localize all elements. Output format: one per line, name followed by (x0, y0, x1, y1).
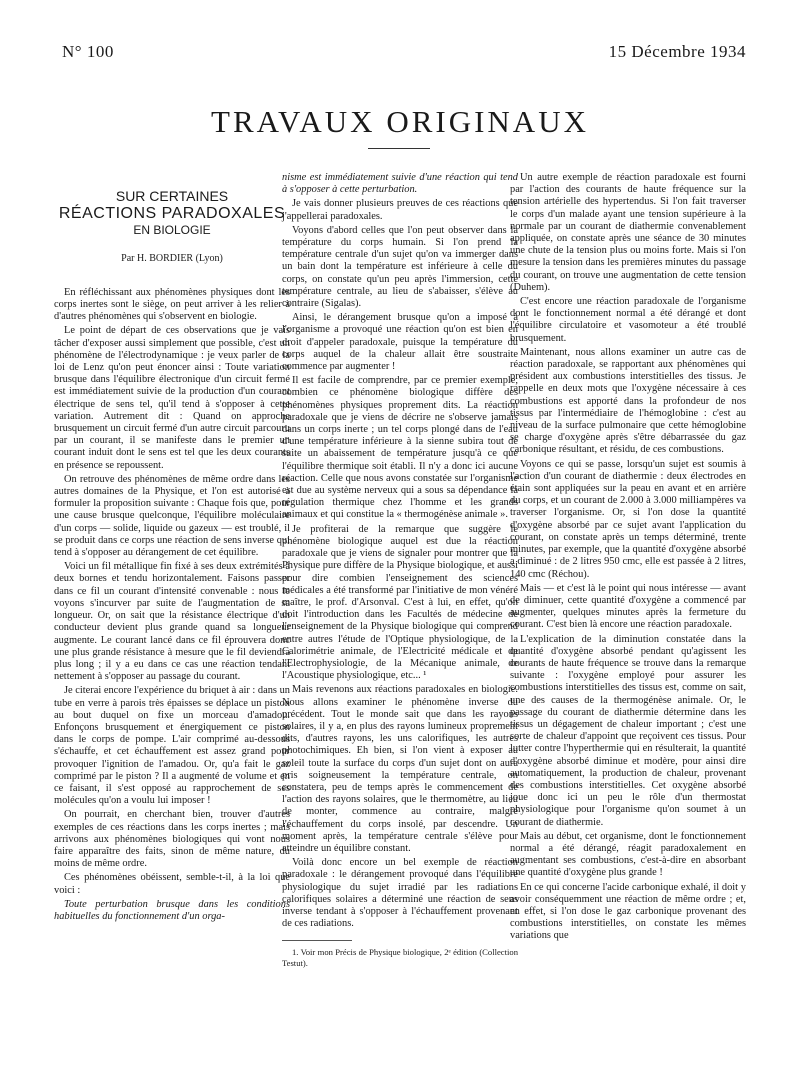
paragraph: Il est facile de comprendre, par ce premier exemple, combien ce phénomène biologique diffère des phénomènes physiques proprement dits. La réaction paradoxale que je viens de décrire ne s'observe jamais dans un corps inerte ; un tel corps plongé dans de l'eau d'une température inférieure à la sienne subira tout de suite un abaissement de température jusqu'à ce que l'équilibre thermique soit établi. Il n'y a donc ici aucune réaction. Celle que nous avons constatée sur l'organisme est due au système nerveux qui a sous sa dépendance la régulation thermique chez l'homme et les grands animaux et qui constitue la « thermogénèse animale ». (282, 375, 518, 521)
paragraph: Mais revenons aux réactions paradoxales en biologie. Nous allons examiner le phénomène inverse du précédent. Tout le monde sait que dans les rayons solaires, il y a, en plus des rayons lumineux proprement dits, d'autres rayons, les uns calorifiques, les autres photochimiques. Eh bien, si l'on vient à exposer au soleil toute la surface du corps d'un sujet dont on aura pris soigneusement la température centrale, on constatera, peu de temps après le commencement de l'action des rayons solaires, que le thermomètre, au lieu de monter, commence au contraire, malgré l'échauffement du corps insolé, par descendre. Un moment après, la température centrale s'élève pour atteindre un équilibre constant. (282, 684, 518, 854)
paragraph: Voici un fil métallique fin fixé à ses deux extrémités à deux bornes et tendu horizontalement. Faisons passer dans ce fil un courant d'intensité convenable : nous le voyons s'incurver par suite de l'augmentation de sa longueur. Or, on sait que la résistance électrique d'un conducteur devient plus grande quand sa longueur augmente. Le courant lancé dans ce fil éprouvera donc une plus grande résistance à mesure que le fil deviendra plus long ; il y a eu dans ce cas une réaction tendant nettement à s'opposer au passage du courant. (54, 561, 290, 683)
column-2 (282, 172, 518, 968)
paragraph: L'explication de la diminution constatée dans la quantité d'oxygène absorbé pendant qu'agissent les courants de haute fréquence se trouve dans la remarque suivante : l'oxygène employé pour assurer les combustions interstitielles des tissus est, comme on sait, une des causes de la thermogénèse animale. Or, le passage du courant de diathermie détermine dans les tissus un dégagement de chaleur important ; c'est une sorte de chaleur d'appoint que reçoivent ces tissus. Pour lutter contre l'hyperthermie qui en résulterait, la quantité d'oxygène absorbé diminue et modère, pour ainsi dire automatiquement, la production de chaleur, provenant des combustions interstitielles. Cet oxygène absorbé joue donc ici un peu le rôle d'un thermostat physiologique pour l'organisme qu'on soumet à un courant de diathermie. (510, 633, 746, 828)
paragraph: Mais — et c'est là le point qui nous intéresse — avant de diminuer, cette quantité d'oxygène a commencé par augmenter, quelques minutes après la fermeture du courant. C'est bien là encore une réaction paradoxale. (510, 582, 746, 631)
title-divider (368, 148, 430, 149)
column-3 (510, 172, 746, 943)
paragraph: Voyons ce qui se passe, lorsqu'un sujet est soumis à l'action d'un courant de diathermie : deux électrodes en étain sont appliquées sur la peau en avant et en arrière du corps, et un courant de 2.000 à 3.000 milliampères va traverser l'organisme. Or, si l'on dose la quantité d'oxygène absorbé par ce sujet avant l'application du courant, on constate après un temps déterminé, trente minutes, par exemple, que la quantité d'oxygène absorbé a diminué : de 2 litres 950 cmc, elle est passée à 2 litres, 140 cmc (Réchou). (510, 458, 746, 580)
paragraph: Le point de départ de ces observations que je vais tâcher d'exposer aussi simplement que possible, c'est un phénomène de l'électrodynamique : je veux parler de la loi de Lenz qu'on peut énoncer ainsi : Toute variation brusque dans l'équilibre électronique d'un circuit fermé est immédiatement suivie de la production d'un courant électrique de sens tel, qu'il tend à s'opposer à cette variation. Autrement dit : Quand on approche brusquement un circuit fermé d'un autre circuit parcouru par un courant, il se manifeste dans le premier un courant induit dont le sens est tel que les deux courants en présence se repoussent. (54, 325, 290, 471)
paragraph: Ainsi, le dérangement brusque qu'on a imposé à l'organisme a provoqué une réaction qu'on est bien en droit d'appeler paradoxale, puisque la température du corps auquel de la chaleur allait être soustraite commence par augmenter ! (282, 312, 518, 373)
article-author: Par H. BORDIER (Lyon) (121, 252, 223, 264)
paragraph: Voilà donc encore un bel exemple de réaction paradoxale : le dérangement provoqué dans l'équilibre physiologique du sujet irradié par les radiations calorifiques solaires a déterminé une réaction de sens inverse tendant à s'opposer à l'échauffement provenant de ces radiations. (282, 857, 518, 930)
paragraph: En ce qui concerne l'acide carbonique exhalé, il doit y avoir conséquemment une réaction de même ordre ; et, en effet, si l'on dose le gaz carbonique provenant des combustions interstitielles, on constate les mêmes variations que (510, 881, 746, 942)
paragraph: On pourrait, en cherchant bien, trouver d'autres exemples de ces réactions dans les corps inertes ; mais arrivons aux phénomènes biologiques qui vont nous faire apparaître des faits, sinon de même nature, du moins de même ordre. (54, 809, 290, 870)
article-title-line-3: EN BIOLOGIE (133, 223, 211, 238)
paragraph: On retrouve des phénomènes de même ordre dans les autres domaines de la Physique, et l'on est autorisé à formuler la proposition suivante : Chaque fois que, pour une cause brusque quelconque, l'équilibre moléculaire d'un corps — solide, liquide ou gazeux — est troublé, il se produit dans ce corps une réaction de sens inverse qui tend à s'opposer au dérangement de cet équilibre. (54, 473, 290, 559)
paragraph: Je profiterai de la remarque que suggère le phénomène biologique auquel est due la réaction paradoxale que je viens de signaler pour montrer que la Physique pure diffère de la Physique biologique, et aussi pour dire combien l'enseignement des sciences médicales a été transformé par l'initiative de mon vénéré maître, le prof. d'Arsonval. C'est à lui, en effet, qu'on doit l'introduction dans les Facultés de médecine de l'enseignement de la Physique biologique qui comprend entre autres l'étude de l'Optique physiologique, de la Calorimétrie animale, de l'Electricité médicale et de l'Electrophysiologie, de la Mécanique animale, de l'Acoustique physiologique, etc... ¹ (282, 523, 518, 682)
issue-number: N° 100 (62, 42, 114, 61)
section-title: TRAVAUX ORIGINAUX (211, 104, 589, 139)
article-title-line-1: SUR CERTAINES (115, 188, 229, 204)
paragraph: Ces phénomènes obéissent, semble-t-il, à la loi que voici : (54, 872, 290, 896)
paragraph-italic: Toute perturbation brusque dans les conditions habituelles du fonctionnement d'un orga- (54, 898, 290, 922)
footnote-divider (282, 940, 352, 941)
paragraph-italic: nisme est immédiatement suivie d'une réaction qui tend à s'opposer à cette perturbation. (282, 172, 518, 196)
paragraph: En réfléchissant aux phénomènes physiques dont les corps inertes sont le siège, on peut arriver à les relier à d'autres phénomènes qui s'observent en biologie. (54, 286, 290, 323)
footnote: 1. Voir mon Précis de Physique biologique, 2ᵉ édition (Collection Testut). (282, 947, 518, 968)
issue-date: 15 Décembre 1934 (608, 42, 746, 61)
paragraph: Un autre exemple de réaction paradoxale est fourni par l'action des courants de haute fréquence sur la tension artérielle des hypertendus. Si l'on fait traverser le corps d'un malade ayant une tension supérieure à la normale par un courant de diathermie convenablement appliquée, on constate après une séance de 30 minutes une chute de la tension plus ou moins forte. Mais si l'on mesure la tension dans les premières minutes du passage du courant, on trouve une augmentation de cette tension (Duhem). (510, 172, 746, 293)
paragraph: Je citerai encore l'expérience du briquet à air : dans un tube en verre à parois très épaisses se déplace un piston au bout duquel on fixe un morceau d'amadou. Enfonçons brusquement et énergiquement ce piston dans le corps de pompe. L'air comprimé au-dessous s'échauffe, et cet échauffement est assez grand pour provoquer l'ignition de l'amadou. Or, qu'a fait le gaz comprimé par le piston ? Il a augmenté de volume et en ce faisant, il s'est opposé au rapprochement de ses molécules qu'on a voulu lui imposer ! (54, 685, 290, 807)
paragraph: C'est encore une réaction paradoxale de l'organisme dont le fonctionnement normal a été dérangé et dont l'équilibre circulatoire et vasomoteur a été troublé brusquement. (510, 296, 746, 344)
paragraph: Mais au début, cet organisme, dont le fonctionnement normal a été dérangé, réagit paradoxalement en augmentant ses combustions, c'est-à-dire en absorbant une quantité d'oxygène plus grande ! (510, 830, 746, 879)
paragraph: Je vais donner plusieurs preuves de ces réactions que j'appellerai paradoxales. (282, 198, 518, 222)
article-title-line-2: RÉACTIONS PARADOXALES (58, 205, 286, 223)
paragraph: Maintenant, nous allons examiner un autre cas de réaction paradoxale, se rapportant aux phénomènes qui président aux combustions interstitielles des tissus. Je rappelle en deux mots que l'oxygène nécessaire à ces combustions est apporté dans la profondeur de nos tissus par l'intermédiaire de l'hémoglobine : c'est au niveau de la surface pulmonaire que cette hémoglobine se charge d'oxygène après s'être débarrassée du gaz carbonique résultant, et résidu, de ces combustions. (510, 346, 746, 456)
paragraph: Voyons d'abord celles que l'on peut observer dans la température du corps humain. Si l'on prend la température centrale d'un sujet qu'on va immerger dans un bain dont la température est inférieure à celle du corps, on constate qu'un peu après l'immersion, cette température centrale, au lieu de s'abaisser, s'élève au contraire (Sigalas). (282, 224, 518, 310)
column-1 (54, 172, 290, 923)
